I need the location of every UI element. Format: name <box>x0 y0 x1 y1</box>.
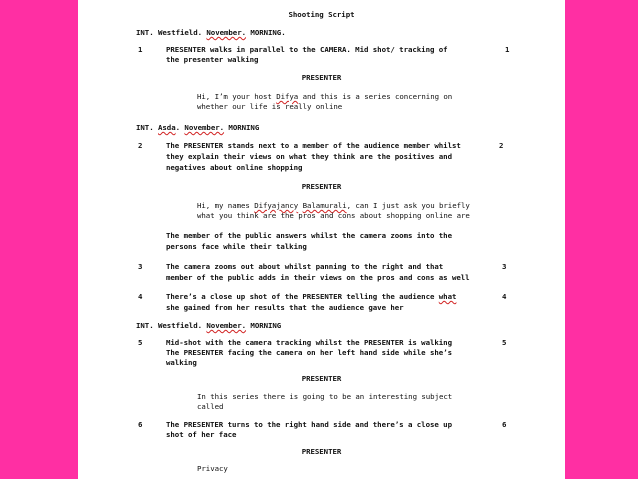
spellcheck-word: Difyajancy <box>254 201 299 210</box>
shot-description-line: Mid-shot with the camera tracking whilst the PRESENTER is walking <box>166 338 452 347</box>
dialogue-text: Hi, I’m your host <box>197 92 277 101</box>
action-line: persons face while their talking <box>166 242 307 251</box>
dialogue-line <box>197 92 452 101</box>
spellcheck-word: November. <box>206 28 247 37</box>
shot-description-line: PRESENTER walks in parallel to the CAMERA. Mid shot/ tracking of <box>166 45 448 54</box>
shot-description-line: negatives about online shopping <box>166 163 303 172</box>
character-name: PRESENTER <box>301 447 342 456</box>
scene-heading <box>136 123 259 132</box>
dialogue-line <box>197 201 470 210</box>
spellcheck-word: Difya <box>276 92 299 101</box>
shot-description-line: The PRESENTER turns to the right hand side and there’s a close up <box>166 420 452 429</box>
scene-heading <box>136 28 286 37</box>
shot-description-line: the presenter walking <box>166 55 259 64</box>
shot-number-left: 3 <box>138 262 143 271</box>
shot-number-right: 5 <box>502 338 507 347</box>
shot-number-right: 2 <box>499 141 504 150</box>
scene-heading-suffix: MORNING <box>224 123 260 132</box>
dialogue-line: what you think are the pros and cons about shopping online are <box>197 211 470 220</box>
character-name: PRESENTER <box>301 73 342 82</box>
shot-number-right: 3 <box>502 262 507 271</box>
character-name: PRESENTER <box>301 182 342 191</box>
shot-number-left: 6 <box>138 420 143 429</box>
shot-number-right: 4 <box>502 292 507 301</box>
scene-heading-separator: . <box>175 123 185 132</box>
dialogue-text: , can I just ask you briefly <box>346 201 470 210</box>
scene-heading-prefix: INT. <box>136 123 158 132</box>
dialogue-line: In this series there is going to be an interesting subject <box>197 392 453 401</box>
dialogue-text: and this is a series concerning on <box>298 92 453 101</box>
scene-heading-suffix: MORNING. <box>246 28 286 37</box>
action-line: The member of the public answers whilst the camera zooms into the <box>166 231 452 240</box>
shot-description-line: member of the public adds in their views on the pros and cons as well <box>166 273 470 282</box>
dialogue-line: whether our life is really online <box>197 102 343 111</box>
spellcheck-word: November. <box>206 321 247 330</box>
character-name: PRESENTER <box>301 374 342 383</box>
shot-number-left: 1 <box>138 45 143 54</box>
scene-heading-prefix: INT. Westfield. <box>136 28 207 37</box>
shot-description-line: The PRESENTER facing the camera on her left hand side while she’s <box>166 348 452 357</box>
shot-description-line <box>166 292 456 301</box>
shot-text: There’s a close up shot of the PRESENTER telling the audience <box>166 292 439 301</box>
shot-number-left: 4 <box>138 292 143 301</box>
shot-number-left: 5 <box>138 338 143 347</box>
shot-number-right: 1 <box>505 45 510 54</box>
spellcheck-word: Asda <box>158 123 176 132</box>
scene-heading-prefix: INT. Westfield. <box>136 321 207 330</box>
page-title: Shooting Script <box>288 10 355 19</box>
shot-description-line: they explain their views on what they think are the positives and <box>166 152 452 161</box>
scene-heading <box>136 321 281 330</box>
spellcheck-word: what <box>438 292 457 301</box>
spellcheck-word: Balamurali <box>302 201 347 210</box>
shot-description-line: The PRESENTER stands next to a member of the audience member whilst <box>166 141 461 150</box>
shot-number-right: 6 <box>502 420 507 429</box>
script-page <box>78 0 565 479</box>
shot-description-line: she gained from her results that the audience gave her <box>166 303 404 312</box>
dialogue-text: Hi, my names <box>197 201 255 210</box>
shot-description-line: shot of her face <box>166 430 237 439</box>
dialogue-line: called <box>197 402 224 411</box>
scene-heading-suffix: MORNING <box>246 321 282 330</box>
spellcheck-word: November. <box>184 123 225 132</box>
dialogue-line: Privacy <box>197 464 228 473</box>
shot-description-line: walking <box>166 358 197 367</box>
shot-description-line: The camera zooms out about whilst panning to the right and that <box>166 262 444 271</box>
shot-number-left: 2 <box>138 141 143 150</box>
